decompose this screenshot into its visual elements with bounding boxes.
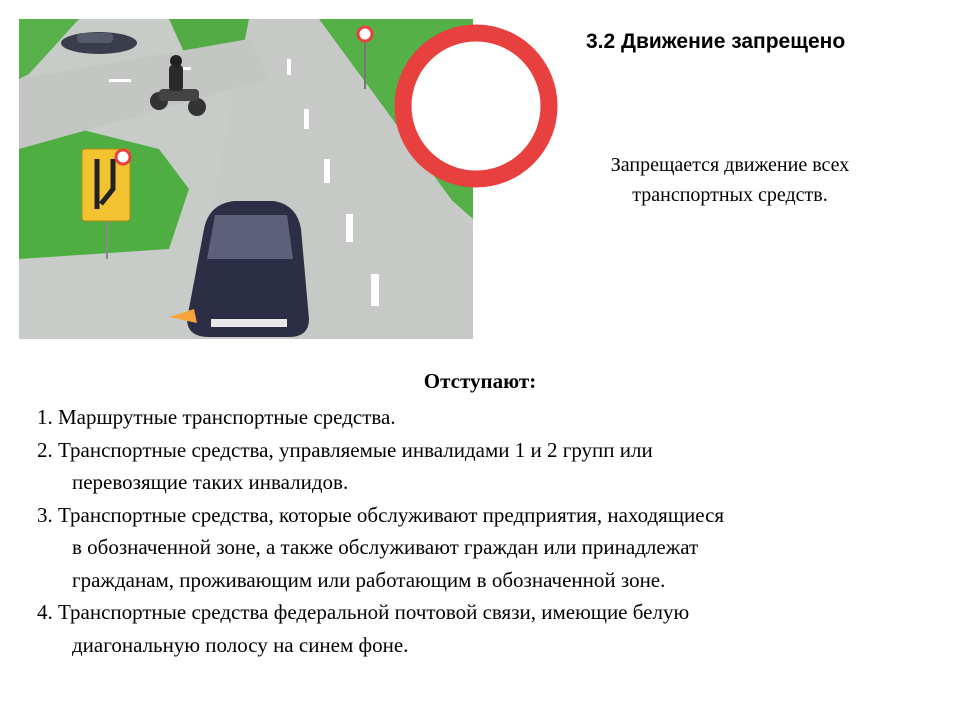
sign-description: [560, 150, 900, 210]
exception-3-text: 3. Транспортные средства, которые обслуживают предприятия, находящиеся: [37, 502, 725, 527]
exception-4-continuation: диагональную полосу на синем фоне.: [72, 632, 409, 657]
description-line-2: транспортных средств.: [632, 184, 828, 206]
exception-item-1: [37, 401, 937, 434]
description-line-1: Запрещается движение всех: [610, 154, 850, 176]
exceptions-heading: Отступают:: [423, 369, 537, 393]
no-traffic-sign-icon: [394, 24, 558, 188]
exception-2-text: 2. Транспортные средства, управляемые инвалидами 1 и 2 групп или: [37, 437, 653, 462]
exception-3-continuation-1: в обозначенной зоне, а также обслуживают граждан или принадлежат: [72, 535, 699, 559]
exception-item-4: [37, 596, 937, 661]
exception-2-continuation: перевозящие таких инвалидов.: [72, 470, 349, 494]
exception-1-text: 1. Маршрутные транспортные средства.: [37, 405, 396, 429]
page-title: 3.2 Движение запрещено: [586, 30, 846, 53]
exceptions-list: [37, 401, 937, 661]
exception-item-3: [37, 499, 937, 597]
exception-4-text: 4. Транспортные средства федеральной почтовой связи, имеющие белую: [37, 600, 690, 624]
exception-item-2: [37, 434, 937, 499]
exception-3-continuation-2: гражданам, проживающим или работающим в обозначенной зоне.: [72, 567, 666, 592]
